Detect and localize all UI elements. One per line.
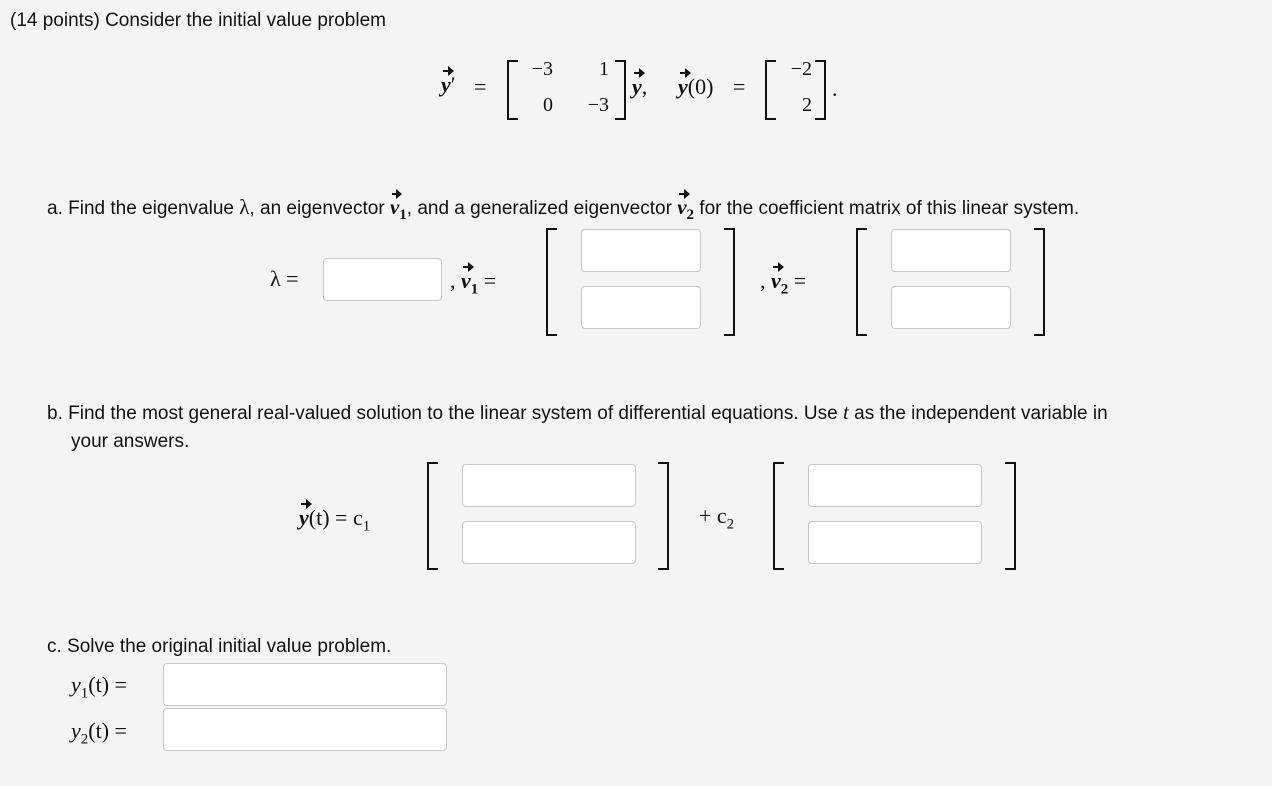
- v1-top-input[interactable]: [581, 229, 701, 272]
- part-b-text-1: Find the most general real-valued solution to the linear system of differential equations. Use: [68, 403, 838, 424]
- y1-input[interactable]: [163, 663, 447, 706]
- v2-label-subscript: 2: [780, 281, 789, 298]
- part-b-text-3: your answers.: [71, 431, 190, 452]
- c2-vector-top-input[interactable]: [808, 464, 982, 507]
- part-a-text-3: , and a generalized eigenvector: [406, 198, 672, 219]
- y1-label: [71, 672, 127, 702]
- y2-letter: y: [71, 718, 81, 743]
- part-c-text: Solve the original initial value problem.: [67, 636, 392, 657]
- y2-argument: (t) =: [88, 718, 127, 743]
- v2-label-equals: =: [793, 268, 807, 293]
- initial-vector-right-bracket: [815, 60, 826, 120]
- initial-vector-left-bracket: [765, 60, 776, 120]
- v2-symbol: [677, 195, 695, 224]
- part-b-text-2: as the independent variable in: [854, 403, 1108, 424]
- c1-vector-bottom-input[interactable]: [462, 521, 636, 564]
- v1-label-comma: ,: [450, 268, 456, 293]
- points-label: (14 points): [10, 10, 100, 31]
- v2-left-bracket: [856, 228, 867, 336]
- matrix-a11: −3: [531, 58, 553, 80]
- c2-subscript: 2: [726, 516, 735, 533]
- t-variable: t: [843, 400, 849, 424]
- c1-vector-right-bracket: [658, 462, 669, 570]
- v1-bottom-input[interactable]: [581, 286, 701, 329]
- y2-input[interactable]: [163, 708, 447, 751]
- part-b-statement: [47, 400, 1108, 426]
- v1-subscript: 1: [399, 207, 407, 224]
- part-a-text-2: , an eigenvector: [249, 198, 385, 219]
- v1-label-subscript: 1: [470, 281, 479, 298]
- initial-condition-lhs: [678, 74, 713, 100]
- v1-label: [450, 268, 496, 298]
- v1-symbol: [389, 195, 407, 224]
- coefficient-matrix-left-bracket: [507, 60, 518, 120]
- initial-vector-top: −2: [790, 58, 812, 80]
- v2-letter: v: [677, 195, 687, 219]
- c2-vector-bottom-input[interactable]: [808, 521, 982, 564]
- lambda-input[interactable]: [323, 258, 442, 301]
- initial-vector-bottom: 2: [802, 94, 812, 116]
- y-of-t-argument: (t) = c: [308, 505, 363, 530]
- c2-vector-right-bracket: [1005, 462, 1016, 570]
- c1-vector-left-bracket: [427, 462, 438, 570]
- v1-letter: v: [389, 195, 400, 219]
- problem-prompt: Consider the initial value problem: [105, 10, 386, 31]
- part-c-label: c.: [47, 636, 62, 657]
- y1-argument: (t) =: [88, 672, 127, 697]
- initial-argument: (0): [687, 74, 714, 99]
- prime-mark: ′: [450, 72, 456, 97]
- part-a-label: a.: [47, 198, 63, 219]
- lambda-symbol: λ: [239, 195, 250, 219]
- y-of-t-vector: y: [299, 505, 309, 530]
- y-vector-rhs-symbol: y: [632, 74, 642, 99]
- plus-c2-text: + c: [699, 503, 727, 528]
- v2-label-letter: v: [771, 268, 781, 293]
- y-vector-initial: y: [678, 74, 688, 99]
- part-a-text-1: Find the eigenvalue: [68, 198, 234, 219]
- y1-letter: y: [71, 672, 81, 697]
- matrix-a22: −3: [587, 94, 609, 116]
- part-c-statement: [47, 635, 391, 659]
- y1-subscript: 1: [80, 685, 89, 702]
- part-a-statement: [47, 195, 1079, 227]
- plus-c2-label: [699, 503, 734, 533]
- matrix-a12: 1: [599, 58, 609, 80]
- part-a-text-4: for the coefficient matrix of this linear system.: [699, 198, 1080, 219]
- c2-vector-left-bracket: [773, 462, 784, 570]
- y-vector: y: [441, 72, 451, 97]
- c1-vector-top-input[interactable]: [462, 464, 636, 507]
- y-prime-symbol: [441, 72, 456, 98]
- general-solution-label: [299, 505, 370, 535]
- coefficient-matrix-right-bracket: [615, 60, 626, 120]
- y2-label: [71, 718, 127, 748]
- v1-label-letter: v: [461, 268, 471, 293]
- equals-sign: =: [474, 74, 487, 99]
- matrix-a21: 0: [543, 94, 553, 116]
- v2-label: [760, 268, 806, 298]
- v2-top-input[interactable]: [891, 229, 1011, 272]
- v2-bottom-input[interactable]: [891, 286, 1011, 329]
- v2-subscript: 2: [686, 207, 695, 224]
- y-vector-rhs: [632, 74, 647, 100]
- v1-right-bracket: [724, 228, 735, 336]
- problem-header: [10, 9, 386, 33]
- v2-right-bracket: [1034, 228, 1045, 336]
- c1-subscript: 1: [362, 518, 371, 535]
- lambda-equals-label: λ =: [270, 266, 299, 291]
- v2-label-comma: ,: [760, 268, 766, 293]
- initial-equals-sign: =: [733, 74, 746, 99]
- part-b-label: b.: [47, 403, 63, 424]
- period: .: [832, 76, 838, 101]
- v1-left-bracket: [546, 228, 557, 336]
- y2-subscript: 2: [80, 731, 89, 748]
- v1-label-equals: =: [483, 268, 497, 293]
- comma: ,: [641, 74, 648, 99]
